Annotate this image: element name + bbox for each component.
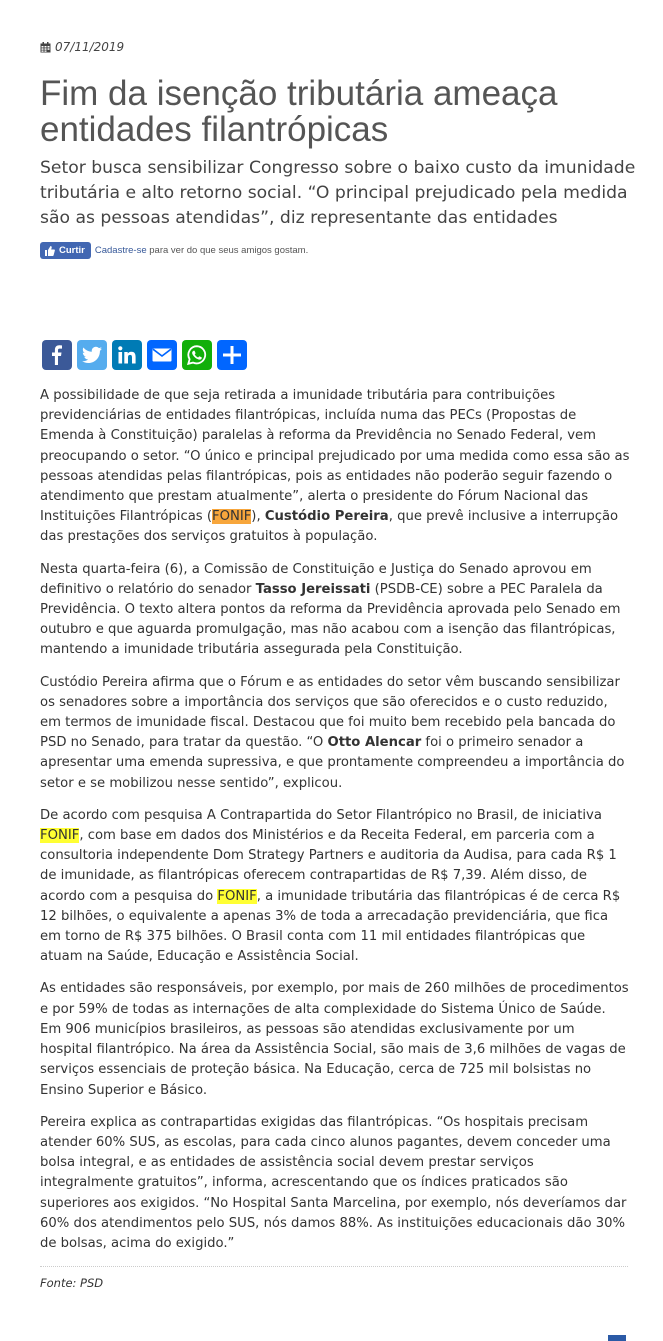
- share-facebook-button[interactable]: [42, 340, 72, 370]
- whatsapp-icon: [187, 345, 207, 365]
- source-divider: [40, 1266, 628, 1267]
- article-title: Fim da isenção tributária ameaça entidades filantrópicas: [40, 74, 558, 149]
- person-name-custodio: Custódio Pereira: [264, 509, 389, 525]
- share-twitter-button[interactable]: [77, 340, 107, 370]
- share-linkedin-button[interactable]: [112, 340, 142, 370]
- article-subtitle: Setor busca sensibilizar Congresso sobre o baixo custo da imunidade tributária e alto retorno social. “O principal prejudicado pela medida são as pessoas atendidas”, diz representante das entidades: [40, 158, 636, 228]
- email-icon: [152, 348, 172, 362]
- linkedin-icon: [118, 346, 136, 364]
- like-widget-text: [95, 245, 308, 256]
- share-icon: [222, 345, 242, 365]
- date-text: 07/11/2019: [55, 40, 125, 54]
- share-whatsapp-button[interactable]: [182, 340, 212, 370]
- like-button[interactable]: [40, 242, 91, 259]
- p4-text-2: , com base em dados dos Ministérios e da Receita Federal, em parceria com a consultoria independente Dom Strategy Partners e auditoria da Audisa, para cada R$ 1 de imunidade, as filantrópicas oferecem contrapartidas de R$ 7,39. Além disso, de acordo com a pesquisa do: [40, 828, 617, 904]
- share-email-button[interactable]: [147, 340, 177, 370]
- article-source: Fonte: PSD: [40, 1276, 104, 1290]
- calendar-icon: [40, 42, 51, 53]
- highlight-fonif: FONIF: [217, 888, 257, 904]
- p3-text-1: Custódio Pereira afirma que o Fórum e as entidades do setor vêm buscando sensibilizar os senadores sobre a importância dos serviços que são oferecidos e o custo reduzido, em termos de imunidade fiscal. Destacou que foi muito bem recebido pela bancada do PSD no Senado, para tratar da questão. “O: [40, 674, 620, 751]
- scroll-to-top-button[interactable]: [608, 1335, 626, 1341]
- person-name-otto: Otto Alencar: [327, 735, 422, 751]
- like-button-label: Curtir: [59, 245, 85, 256]
- like-widget-caption: para ver do que seus amigos gostam.: [146, 245, 309, 256]
- signup-link[interactable]: Cadastre-se: [94, 245, 147, 256]
- p4-text-3: , a imunidade tributária das filantrópicas é de cerca R$ 12 bilhões, o equivalente a apenas 3% de toda a arrecadação previdenciária, que fica em torno de R$ 375 bilhões. O Brasil conta com 11 mil entidades filantrópicas que atuam na Saúde, Educação e Assistência Social.: [40, 888, 621, 965]
- p1-text-3: , que prevê inclusive a interrupção das prestações dos serviços gratuitos à população.: [40, 509, 619, 545]
- article-body: [40, 386, 630, 1266]
- paragraph-5: As entidades são responsáveis, por exemplo, por mais de 260 milhões de procedimentos e por 59% de todas as internações de alta complexidade do Sistema Único de Saúde. Em 906 municípios brasileiros, as pessoas são atendidas exclusivamente por um hospital filantrópico. Na área da Assistência Social, são mais de 3,6 milhões de vagas de serviços essenciais de proteção básica. Na Educação, cerca de 725 mil bolsistas no Ensino Superior e Básico.: [40, 981, 629, 1098]
- paragraph-6: Pereira explica as contrapartidas exigidas das filantrópicas. “Os hospitais precisam atender 60% SUS, as escolas, para cada cinco alunos pagantes, devem conceder uma bolsa integral, e as entidades de assistência social devem prestar serviços integralmente gratuitos”, informa, acrescentando que os índices praticados são superiores aos exigidos. “No Hospital Santa Marcelina, por exemplo, nós deveríamos dar 60% dos atendimentos pelo SUS, nós damos 88%. As instituições educacionais dão 30% de bolsas, acima do exigido.”: [40, 1114, 627, 1251]
- paragraph-1: [40, 386, 630, 548]
- paragraph-3: [40, 673, 630, 794]
- article-date: [40, 40, 124, 54]
- p4-text-1: De acordo com pesquisa A Contrapartida do Setor Filantrópico no Brasil, de iniciativa: [40, 807, 602, 823]
- facebook-like-widget: [40, 242, 308, 259]
- p3-text-2: foi o primeiro senador a apresentar uma emenda supressiva, e que prontamente compreendeu a importância do setor e se mobilizou nesse sentido”, explicou.: [40, 735, 625, 791]
- paragraph-4: [40, 806, 630, 968]
- p2-text-2: (PSDB-CE) sobre a PEC Paralela da Previdência. O texto altera pontos da reforma da Previdência aprovada pelo Senado em outubro e que aguarda promulgação, mas não acabou com a isenção das filantrópicas, mantendo a imunidade tributária assegurada pela Constituição.: [40, 581, 621, 658]
- thumbs-up-icon: [45, 246, 55, 256]
- twitter-icon: [82, 346, 102, 364]
- share-bar: [42, 340, 247, 370]
- highlight-fonif: FONIF: [211, 509, 252, 525]
- share-more-button[interactable]: [217, 340, 247, 370]
- p1-text-1: A possibilidade de que seja retirada a imunidade tributária para contribuições previdenciárias de entidades filantrópicas, incluída numa das PECs (Propostas de Emenda à Constituição) paralelas à reforma da Previdência no Senado Federal, vem preocupando o setor. “O único e principal prejudicado por uma medida como essa são as pessoas atendidas pelas filantrópicas, pois as entidades não poderão seguir fazendo o atendimento que prestam atualmente”, alerta o presidente do Fórum Nacional das Instituições Filantrópicas (: [40, 388, 630, 525]
- person-name-tasso: Tasso Jereissati: [255, 581, 371, 597]
- p1-text-2: ),: [251, 509, 265, 525]
- paragraph-2: [40, 560, 630, 661]
- p2-text-1: Nesta quarta-feira (6), a Comissão de Constituição e Justiça do Senado aprovou em definitivo o relatório do senador: [40, 561, 592, 597]
- facebook-icon: [48, 345, 66, 365]
- highlight-fonif: FONIF: [40, 828, 80, 844]
